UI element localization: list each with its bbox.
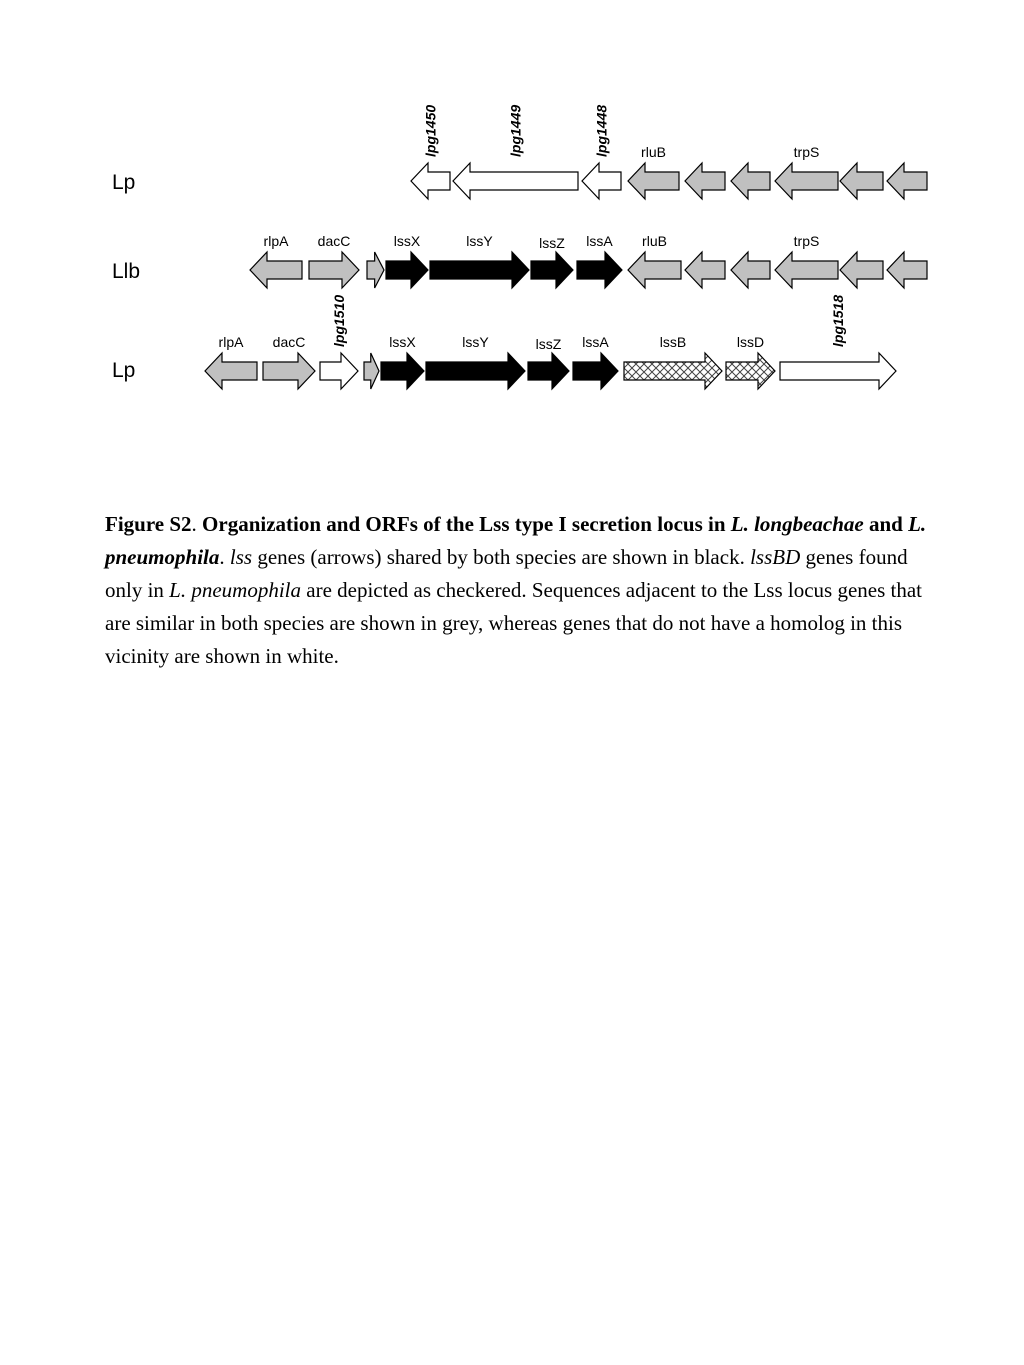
- gene-label-lssX: lssX: [393, 233, 421, 249]
- gene-arrow-r1-g9: [731, 252, 770, 288]
- gene-arrow-lssA: [573, 353, 618, 389]
- gene-arrow-trpS: [775, 252, 838, 288]
- gene-arrow-rluB: [628, 252, 681, 288]
- gene-arrow-lpg1518: [780, 353, 896, 389]
- gene-label-trpS: trpS: [793, 233, 820, 249]
- caption-title-text: Organization and ORFs of the Lss type I secretion locus in: [202, 512, 731, 536]
- gene-arrow-r2-g3: [364, 353, 379, 389]
- caption-and: and: [863, 512, 909, 536]
- row-label-lp-bottom: Lp: [112, 359, 136, 382]
- gene-arrow-r0-g8: [887, 163, 927, 199]
- gene-arrow-lssD: [726, 353, 775, 389]
- gene-arrow-r0-g5: [731, 163, 770, 199]
- gene-arrow-r0-g7: [840, 163, 883, 199]
- gene-label-lssX: lssX: [389, 334, 416, 350]
- gene-locus-diagram: [0, 0, 1024, 480]
- figure-caption: [105, 508, 935, 673]
- gene-arrow-lssZ: [531, 252, 573, 288]
- gene-label-rlpA: rlpA: [263, 233, 289, 249]
- row-label-llb: Llb: [112, 260, 141, 283]
- caption-text1: genes (arrows) shared by both species are shown in black.: [252, 545, 751, 569]
- gene-arrow-rlpA: [205, 353, 257, 389]
- caption-figure-label: Figure S2: [105, 512, 192, 536]
- caption-species-pneumophila: L. pneumophila: [105, 512, 927, 569]
- gene-arrow-lpg1448: [582, 163, 621, 199]
- gene-label-lssA: lssA: [582, 334, 609, 350]
- gene-label-lssY: lssY: [462, 334, 489, 350]
- caption-lssbd-gene: lssBD: [750, 545, 801, 569]
- gene-arrow-lssA: [577, 252, 622, 288]
- gene-arrow-r1-g11: [840, 252, 883, 288]
- caption-sep2: .: [219, 545, 230, 569]
- gene-arrow-lpg1450: [411, 163, 450, 199]
- gene-arrow-lssY: [426, 353, 525, 389]
- caption-sep1: .: [191, 512, 203, 536]
- gene-label-lssA: lssA: [586, 233, 613, 249]
- gene-arrow-r0-g4: [685, 163, 725, 199]
- caption-species-pneumophila-2: L. pneumophila: [169, 578, 302, 602]
- gene-label-lpg1450: lpg1450: [422, 104, 439, 157]
- gene-arrow-lssB: [624, 353, 722, 389]
- gene-label-dacC: dacC: [272, 334, 306, 350]
- gene-arrow-lssX: [386, 252, 428, 288]
- gene-label-lssZ: lssZ: [535, 336, 562, 352]
- gene-label-trpS: trpS: [793, 144, 820, 160]
- gene-arrow-rlpA: [250, 252, 302, 288]
- gene-label-rlpA: rlpA: [218, 334, 244, 350]
- gene-arrow-lpg1449: [453, 163, 578, 199]
- gene-label-lpg1518: lpg1518: [830, 294, 846, 347]
- gene-arrow-lssY: [430, 252, 529, 288]
- gene-arrow-r1-g2: [367, 252, 384, 288]
- gene-label-lssZ: lssZ: [539, 235, 565, 251]
- gene-label-rluB: rluB: [641, 144, 666, 160]
- gene-arrow-dacC: [309, 252, 359, 288]
- caption-lss-gene: lss: [229, 545, 253, 569]
- gene-label-dacC: dacC: [317, 233, 351, 249]
- gene-arrow-lpg1510: [320, 353, 358, 389]
- gene-arrow-lssZ: [528, 353, 569, 389]
- caption-species-longbeachae: L. longbeachae: [730, 512, 864, 536]
- gene-label-lpg1449: lpg1449: [507, 104, 524, 157]
- gene-arrow-r1-g12: [887, 252, 927, 288]
- row-label-lp-top: Lp: [112, 171, 136, 194]
- gene-arrow-lssX: [381, 353, 424, 389]
- gene-label-lssD: lssD: [736, 334, 765, 350]
- caption-text2: genes found only in: [105, 545, 908, 602]
- gene-label-lssY: lssY: [466, 233, 493, 249]
- gene-arrow-dacC: [263, 353, 315, 389]
- gene-label-lpg1510: lpg1510: [331, 294, 347, 347]
- caption-text3: are depicted as checkered. Sequences adjacent to the Lss locus genes that are similar in both species are shown in grey, whereas genes that do not have a homolog in this vicinity are shown in white.: [105, 578, 923, 668]
- gene-label-lpg1448: lpg1448: [593, 104, 610, 157]
- gene-arrow-rluB: [628, 163, 679, 199]
- gene-arrow-trpS: [775, 163, 838, 199]
- gene-label-lssB: lssB: [659, 334, 687, 350]
- gene-label-rluB: rluB: [642, 233, 667, 249]
- gene-arrow-r1-g8: [685, 252, 725, 288]
